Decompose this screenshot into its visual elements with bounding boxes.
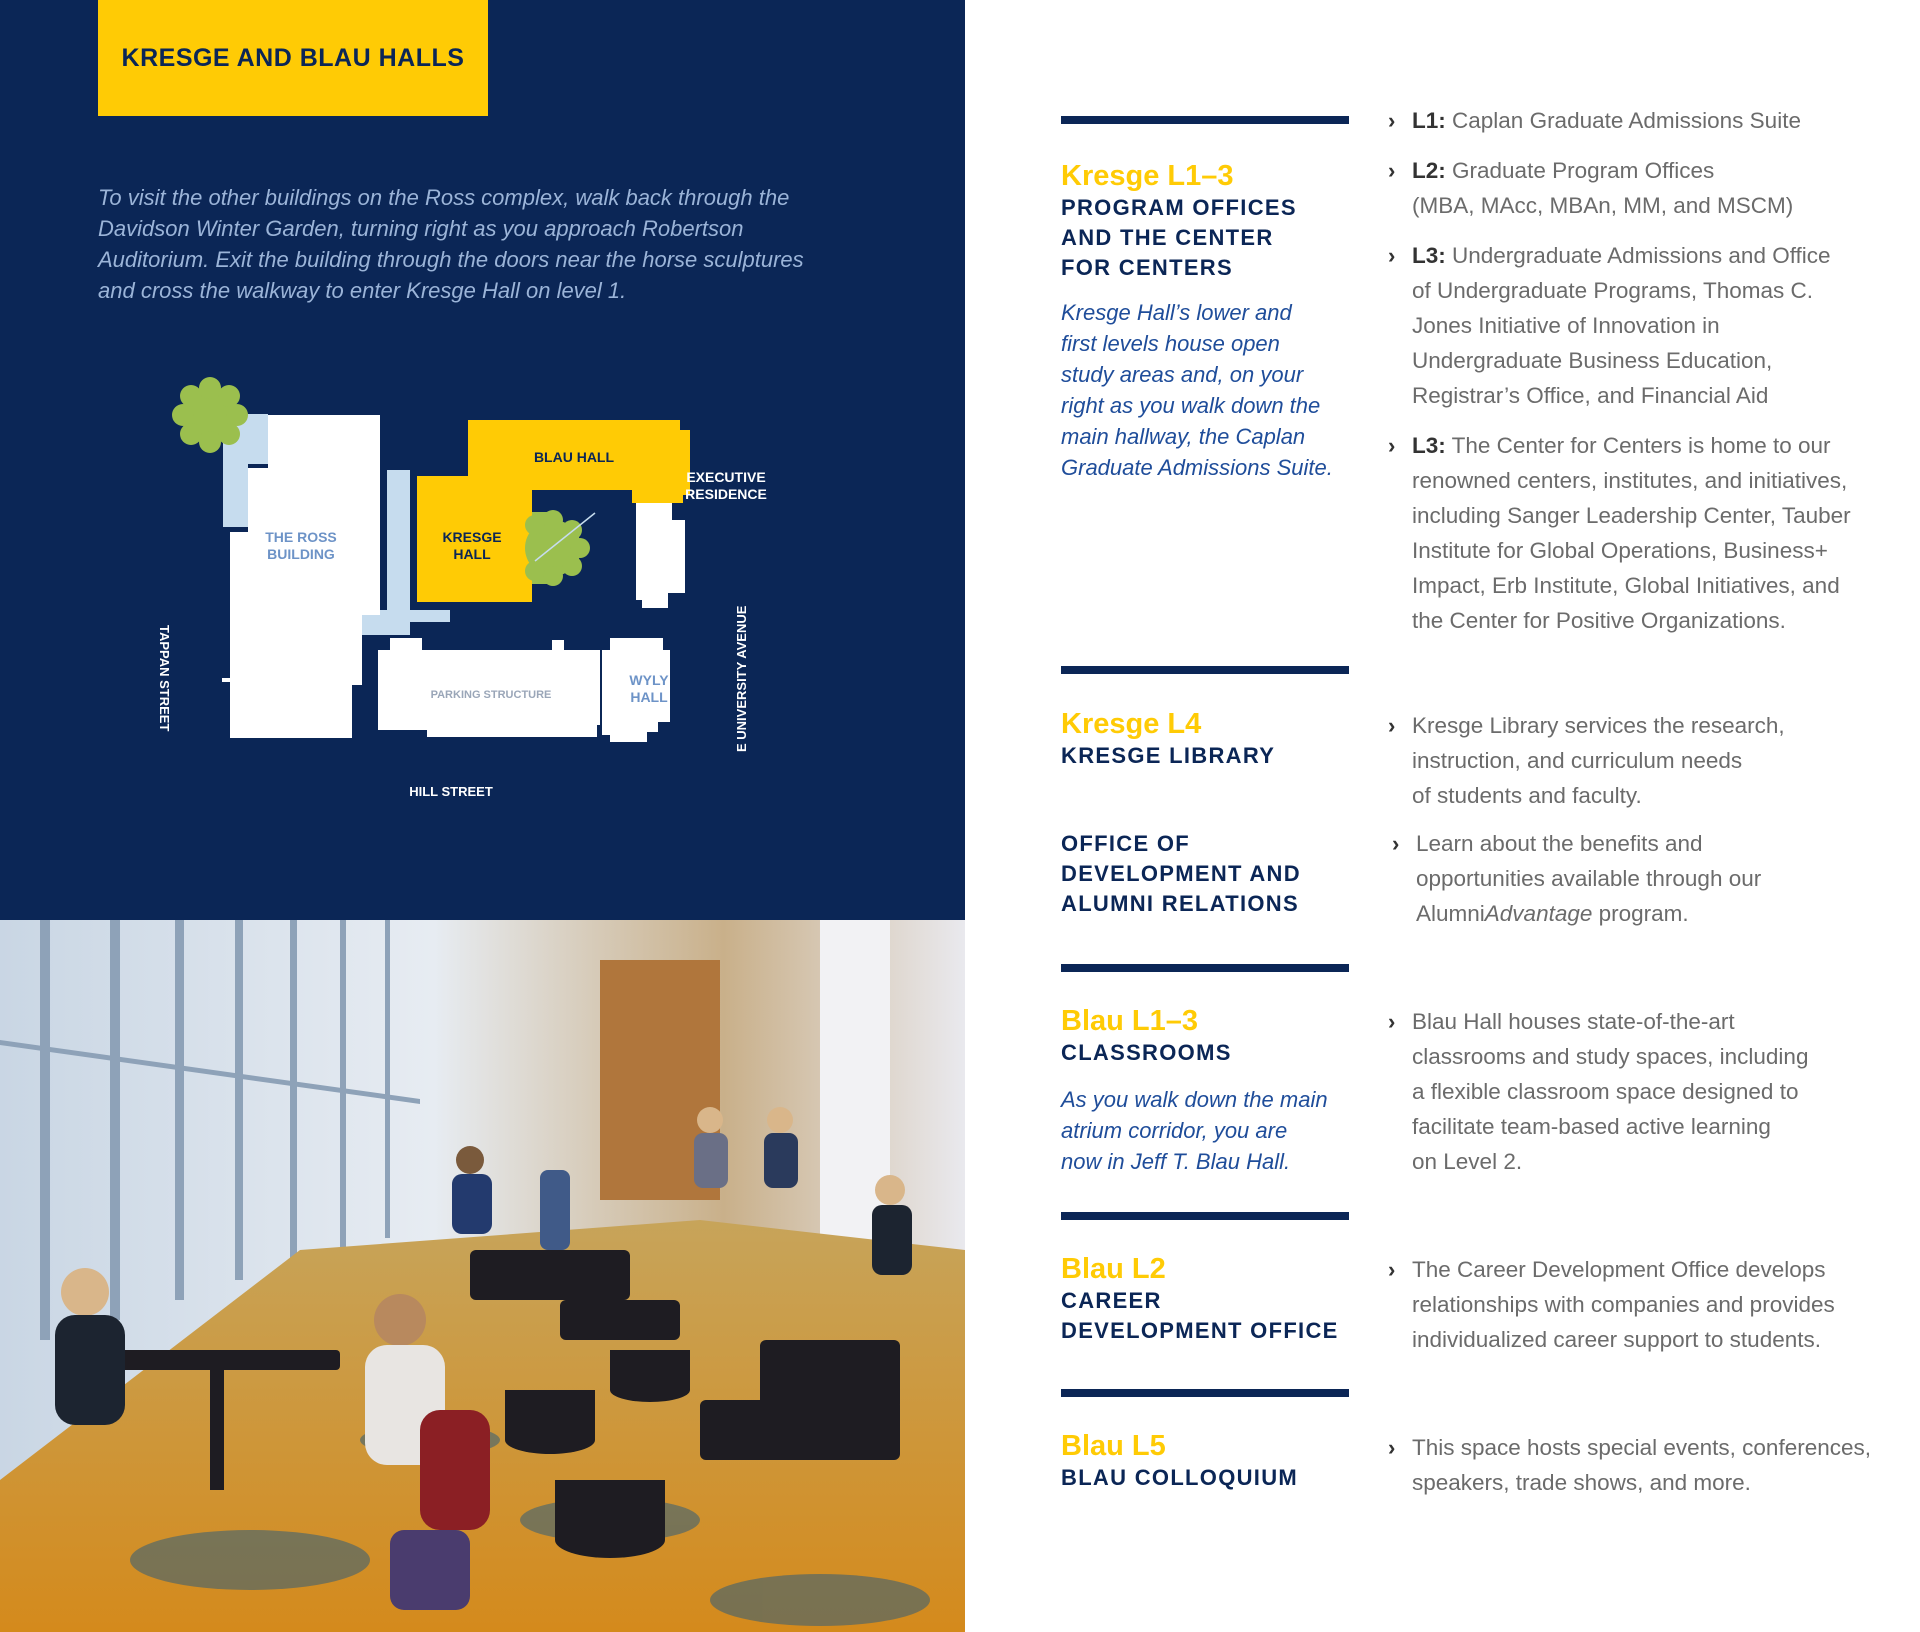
level-label: L3: [1412, 433, 1446, 458]
bullet-line: Jones Initiative of Innovation in [1412, 313, 1720, 338]
map-label-kresge-hall: KRESGE [442, 529, 502, 545]
map-label-university-avenue: E UNIVERSITY AVENUE [734, 605, 749, 752]
bullet-line: This space hosts special events, conferences, [1412, 1435, 1871, 1460]
section-divider [1061, 964, 1349, 972]
map-label-blau-hall: BLAU HALL [533, 449, 615, 465]
section-subtitle-kresge-l1-3 [1061, 193, 1361, 283]
list-item [1388, 708, 1862, 813]
bullet-line: speakers, trade shows, and more. [1412, 1470, 1751, 1495]
atrium-photo [0, 920, 965, 1632]
subtitle-line: CLASSROOMS [1061, 1040, 1232, 1065]
section-subtitle-blau-l5 [1061, 1463, 1361, 1493]
subtitle-line: DEVELOPMENT OFFICE [1061, 1318, 1339, 1343]
chevron-right-icon: › [1388, 108, 1396, 133]
map-label-wyly-hall: WYLY [629, 672, 669, 688]
section-title-kresge-l4: Kresge L4 [1061, 708, 1202, 740]
bullet-line: program. [1592, 901, 1689, 926]
chevron-right-icon: › [1392, 831, 1400, 856]
list-item [1388, 1430, 1882, 1500]
list-item [1392, 826, 1866, 931]
bullet-line: Undergraduate Business Education, [1412, 348, 1773, 373]
list-item [1388, 1252, 1882, 1357]
bullet-line: classrooms and study spaces, including [1412, 1044, 1809, 1069]
section-divider [1061, 666, 1349, 674]
subtitle-line: ALUMNI RELATIONS [1061, 891, 1299, 916]
note-line: first levels house open [1061, 331, 1280, 356]
section-title-blau-l2: Blau L2 [1061, 1253, 1166, 1285]
section-subtitle-blau-l1-3 [1061, 1038, 1361, 1068]
note-line: Graduate Admissions Suite. [1061, 455, 1333, 480]
bullet-line: renowned centers, institutes, and initiatives, [1412, 468, 1848, 493]
intro-paragraph: To visit the other buildings on the Ross complex, walk back through the Davidson Winter Garden, turning right as you approach Robertson Auditorium. Exit the building through the doors near the horse sculptures and cross the walkway to enter Kresge Hall on level 1. [98, 185, 804, 303]
bullet-line: Learn about the benefits and [1416, 831, 1703, 856]
note-line: atrium corridor, you are [1061, 1118, 1288, 1143]
subtitle-line: OFFICE OF [1061, 831, 1191, 856]
map-panel [0, 0, 965, 920]
note-line: study areas and, on your [1061, 362, 1304, 387]
section-divider [1061, 1389, 1349, 1397]
section-divider [1061, 116, 1349, 124]
note-line: As you walk down the main [1061, 1087, 1328, 1112]
bullet-line: a flexible classroom space designed to [1412, 1079, 1799, 1104]
bullet-line: Kresge Library services the research, [1412, 713, 1785, 738]
bullet-line: the Center for Positive Organizations. [1412, 608, 1786, 633]
subtitle-line: BLAU COLLOQUIUM [1061, 1465, 1299, 1490]
section-title-badge [98, 0, 488, 116]
bullet-line: The Career Development Office develops [1412, 1257, 1826, 1282]
subtitle-line: DEVELOPMENT AND [1061, 861, 1301, 886]
note-line: right as you walk down the [1061, 393, 1321, 418]
level-label: L1: [1412, 108, 1446, 133]
bullet-line: Undergraduate Admissions and Office [1452, 243, 1831, 268]
note-line: main hallway, the Caplan [1061, 424, 1306, 449]
campus-map [140, 360, 860, 820]
tree-icon [172, 377, 248, 453]
subtitle-line: PROGRAM OFFICES [1061, 195, 1297, 220]
subtitle-line: CAREER [1061, 1288, 1162, 1313]
map-label-tappan-street: TAPPAN STREET [157, 625, 172, 732]
map-label-ross-building: THE ROSS [265, 529, 337, 545]
bullet-line: Caplan Graduate Admissions Suite [1452, 108, 1801, 133]
bullet-line: relationships with companies and provides [1412, 1292, 1835, 1317]
bullet-line: Institute for Global Operations, Business+ [1412, 538, 1828, 563]
section-subtitle-development [1061, 829, 1361, 919]
list-item [1388, 238, 1862, 413]
bullet-line: including Sanger Leadership Center, Tauber [1412, 503, 1851, 528]
bullet-line: Alumni [1416, 901, 1485, 926]
map-label-executive-residence: RESIDENCE [685, 486, 767, 502]
bullet-line: facilitate team-based active learning [1412, 1114, 1771, 1139]
bullet-line: Impact, Erb Institute, Global Initiatives, and [1412, 573, 1840, 598]
page-title: KRESGE AND BLAU HALLS [121, 43, 465, 72]
section-note-blau-l1-3 [1061, 1084, 1351, 1177]
map-executive-residence [636, 503, 685, 608]
bullet-line: (MBA, MAcc, MBAn, MM, and MSCM) [1412, 193, 1794, 218]
list-item [1388, 428, 1862, 638]
section-subtitle-blau-l2 [1061, 1286, 1361, 1346]
bullet-line: instruction, and curriculum needs [1412, 748, 1743, 773]
bullet-line: Graduate Program Offices [1452, 158, 1715, 183]
chevron-right-icon: › [1388, 1435, 1396, 1460]
chevron-right-icon: › [1388, 713, 1396, 738]
chevron-right-icon: › [1388, 433, 1396, 458]
subtitle-line: AND THE CENTER [1061, 225, 1274, 250]
subtitle-line: FOR CENTERS [1061, 255, 1233, 280]
note-line: Kresge Hall’s lower and [1061, 300, 1292, 325]
chevron-right-icon: › [1388, 1009, 1396, 1034]
bullet-line: of students and faculty. [1412, 783, 1642, 808]
list-item [1388, 1004, 1862, 1179]
section-title-blau-l1-3: Blau L1–3 [1061, 1005, 1198, 1037]
map-label-executive-residence: EXECUTIVE [686, 469, 766, 485]
level-label: L3: [1412, 243, 1446, 268]
section-title-blau-l5: Blau L5 [1061, 1430, 1166, 1462]
subtitle-line: KRESGE LIBRARY [1061, 743, 1276, 768]
bullet-line: opportunities available through our [1416, 866, 1762, 891]
bullet-line: Registrar’s Office, and Financial Aid [1412, 383, 1769, 408]
map-label-hill-street: HILL STREET [409, 784, 493, 799]
bullet-line: Blau Hall houses state-of-the-art [1412, 1009, 1735, 1034]
atrium-photo-illustration [0, 920, 965, 1632]
section-title-kresge-l1-3: Kresge L1–3 [1061, 160, 1234, 192]
section-note-kresge-l1-3 [1061, 297, 1351, 483]
list-item [1388, 103, 1862, 138]
map-parking-structure [378, 638, 600, 737]
note-line: now in Jeff T. Blau Hall. [1061, 1149, 1291, 1174]
map-label-wyly-hall: HALL [630, 689, 668, 705]
chevron-right-icon: › [1388, 243, 1396, 268]
chevron-right-icon: › [1388, 158, 1396, 183]
section-divider [1061, 1212, 1349, 1220]
bullet-line: of Undergraduate Programs, Thomas C. [1412, 278, 1814, 303]
level-label: L2: [1412, 158, 1446, 183]
map-label-parking-structure: PARKING STRUCTURE [430, 689, 552, 701]
bullet-line: The Center for Centers is home to our [1451, 433, 1831, 458]
section-subtitle-kresge-l4 [1061, 741, 1361, 771]
map-label-ross-building: BUILDING [267, 546, 335, 562]
bullet-line: on Level 2. [1412, 1149, 1523, 1174]
program-name: Advantage [1484, 901, 1593, 926]
chevron-right-icon: › [1388, 1257, 1396, 1282]
list-item [1388, 153, 1862, 223]
bullet-line: individualized career support to students. [1412, 1327, 1821, 1352]
map-label-kresge-hall: HALL [453, 546, 491, 562]
tree-icon [525, 510, 590, 586]
